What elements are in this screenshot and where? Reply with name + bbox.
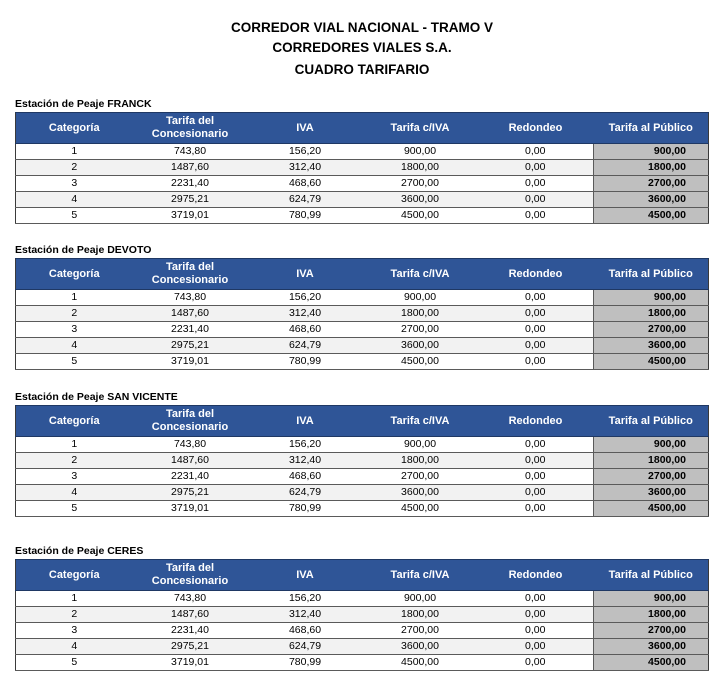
- title-line-1: CORREDOR VIAL NACIONAL - TRAMO V: [230, 20, 493, 35]
- col-header-tarifa-publico: Tarifa al Público: [594, 113, 709, 144]
- cell-redondeo: 0,00: [478, 485, 594, 501]
- table-row: [16, 322, 709, 338]
- cell-categoria: 5: [16, 208, 133, 224]
- table-row: [16, 338, 709, 354]
- cell-tarifa-concesionario: 3719,01: [133, 208, 248, 224]
- cell-tarifa-civa: 3600,00: [363, 485, 478, 501]
- cell-tarifa-civa: 4500,00: [363, 501, 478, 517]
- cell-categoria: 4: [16, 338, 133, 354]
- cell-redondeo: 0,00: [478, 639, 594, 655]
- cell-iva: 156,20: [248, 290, 363, 306]
- station-title: Estación de Peaje DEVOTO: [15, 244, 152, 256]
- table-row: [16, 290, 709, 306]
- table-row: [16, 453, 709, 469]
- cell-iva: 312,40: [248, 607, 363, 623]
- cell-tarifa-publico: 4500,00: [594, 655, 709, 671]
- cell-categoria: 1: [16, 591, 133, 607]
- cell-categoria: 4: [16, 192, 133, 208]
- tariff-table: [15, 559, 709, 671]
- cell-tarifa-concesionario: 2975,21: [133, 192, 248, 208]
- cell-tarifa-publico: 3600,00: [594, 192, 709, 208]
- cell-tarifa-publico: 1800,00: [594, 306, 709, 322]
- table-row: [16, 501, 709, 517]
- cell-redondeo: 0,00: [478, 290, 594, 306]
- cell-tarifa-concesionario: 2975,21: [133, 338, 248, 354]
- table-header-row: [16, 113, 709, 144]
- cell-tarifa-concesionario: 2231,40: [133, 176, 248, 192]
- cell-tarifa-publico: 4500,00: [594, 354, 709, 370]
- cell-iva: 780,99: [248, 501, 363, 517]
- cell-tarifa-publico: 900,00: [594, 591, 709, 607]
- cell-tarifa-concesionario: 2975,21: [133, 485, 248, 501]
- table-row: [16, 607, 709, 623]
- col-header-categoria: Categoría: [16, 406, 133, 437]
- cell-tarifa-concesionario: 1487,60: [133, 306, 248, 322]
- cell-iva: 312,40: [248, 306, 363, 322]
- cell-tarifa-publico: 3600,00: [594, 338, 709, 354]
- cell-categoria: 2: [16, 160, 133, 176]
- cell-tarifa-concesionario: 2231,40: [133, 469, 248, 485]
- cell-tarifa-publico: 1800,00: [594, 607, 709, 623]
- cell-iva: 468,60: [248, 322, 363, 338]
- cell-redondeo: 0,00: [478, 469, 594, 485]
- cell-tarifa-civa: 3600,00: [363, 192, 478, 208]
- cell-redondeo: 0,00: [478, 354, 594, 370]
- cell-iva: 780,99: [248, 655, 363, 671]
- table-row: [16, 160, 709, 176]
- cell-tarifa-civa: 4500,00: [363, 655, 478, 671]
- table-header-row: [16, 406, 709, 437]
- col-header-iva: IVA: [248, 113, 363, 144]
- cell-tarifa-publico: 900,00: [594, 437, 709, 453]
- cell-tarifa-concesionario: 743,80: [133, 437, 248, 453]
- cell-tarifa-publico: 900,00: [594, 144, 709, 160]
- cell-categoria: 2: [16, 306, 133, 322]
- table-row: [16, 469, 709, 485]
- col-header-tarifa-civa: Tarifa c/IVA: [363, 113, 478, 144]
- cell-tarifa-concesionario: 2231,40: [133, 623, 248, 639]
- cell-tarifa-concesionario: 2975,21: [133, 639, 248, 655]
- station-title: Estación de Peaje FRANCK: [15, 98, 152, 110]
- col-header-categoria: Categoría: [16, 560, 133, 591]
- cell-categoria: 3: [16, 322, 133, 338]
- cell-tarifa-civa: 2700,00: [363, 623, 478, 639]
- cell-redondeo: 0,00: [478, 160, 594, 176]
- table-row: [16, 208, 709, 224]
- cell-tarifa-publico: 2700,00: [594, 623, 709, 639]
- title-line-2: CORREDORES VIALES S.A.: [272, 40, 452, 55]
- cell-categoria: 5: [16, 501, 133, 517]
- cell-iva: 156,20: [248, 591, 363, 607]
- cell-categoria: 3: [16, 623, 133, 639]
- cell-tarifa-civa: 1800,00: [363, 607, 478, 623]
- cell-tarifa-publico: 2700,00: [594, 322, 709, 338]
- cell-iva: 624,79: [248, 192, 363, 208]
- col-header-tarifa-publico: Tarifa al Público: [594, 259, 709, 290]
- station-title: Estación de Peaje SAN VICENTE: [15, 391, 178, 403]
- cell-categoria: 2: [16, 453, 133, 469]
- cell-categoria: 1: [16, 437, 133, 453]
- cell-categoria: 2: [16, 607, 133, 623]
- table-row: [16, 639, 709, 655]
- station-san-vicente: [15, 390, 708, 517]
- table-row: [16, 437, 709, 453]
- station-franck: [15, 97, 708, 224]
- cell-tarifa-civa: 1800,00: [363, 306, 478, 322]
- col-header-redondeo: Redondeo: [478, 560, 594, 591]
- table-header-row: [16, 560, 709, 591]
- cell-iva: 624,79: [248, 338, 363, 354]
- cell-tarifa-civa: 3600,00: [363, 639, 478, 655]
- cell-tarifa-concesionario: 3719,01: [133, 655, 248, 671]
- cell-tarifa-publico: 4500,00: [594, 208, 709, 224]
- col-header-iva: IVA: [248, 560, 363, 591]
- table-row: [16, 354, 709, 370]
- cell-tarifa-civa: 900,00: [363, 437, 478, 453]
- cell-tarifa-concesionario: 1487,60: [133, 607, 248, 623]
- cell-categoria: 3: [16, 469, 133, 485]
- cell-tarifa-publico: 2700,00: [594, 469, 709, 485]
- cell-categoria: 4: [16, 485, 133, 501]
- tariff-table: [15, 405, 709, 517]
- cell-tarifa-civa: 2700,00: [363, 322, 478, 338]
- cell-tarifa-civa: 900,00: [363, 591, 478, 607]
- cell-categoria: 4: [16, 639, 133, 655]
- cell-categoria: 5: [16, 655, 133, 671]
- cell-iva: 312,40: [248, 453, 363, 469]
- cell-tarifa-publico: 900,00: [594, 290, 709, 306]
- col-header-tarifa-civa: Tarifa c/IVA: [363, 406, 478, 437]
- cell-redondeo: 0,00: [478, 437, 594, 453]
- cell-iva: 156,20: [248, 437, 363, 453]
- cell-tarifa-concesionario: 3719,01: [133, 354, 248, 370]
- table-row: [16, 591, 709, 607]
- station-ceres: [15, 544, 708, 671]
- cell-tarifa-publico: 3600,00: [594, 639, 709, 655]
- table-row: [16, 306, 709, 322]
- cell-categoria: 1: [16, 144, 133, 160]
- table-row: [16, 176, 709, 192]
- col-header-categoria: Categoría: [16, 113, 133, 144]
- cell-tarifa-civa: 1800,00: [363, 160, 478, 176]
- col-header-tarifa-civa: Tarifa c/IVA: [363, 259, 478, 290]
- col-header-redondeo: Redondeo: [478, 113, 594, 144]
- cell-redondeo: 0,00: [478, 338, 594, 354]
- cell-iva: 156,20: [248, 144, 363, 160]
- table-row: [16, 192, 709, 208]
- cell-tarifa-concesionario: 743,80: [133, 144, 248, 160]
- cell-redondeo: 0,00: [478, 607, 594, 623]
- cell-redondeo: 0,00: [478, 192, 594, 208]
- cell-redondeo: 0,00: [478, 176, 594, 192]
- cell-tarifa-civa: 900,00: [363, 290, 478, 306]
- cell-tarifa-concesionario: 1487,60: [133, 160, 248, 176]
- cell-tarifa-civa: 3600,00: [363, 338, 478, 354]
- cell-tarifa-publico: 2700,00: [594, 176, 709, 192]
- table-row: [16, 655, 709, 671]
- col-header-redondeo: Redondeo: [478, 406, 594, 437]
- cell-redondeo: 0,00: [478, 306, 594, 322]
- station-title: Estación de Peaje CERES: [15, 545, 144, 557]
- tariff-table: [15, 258, 709, 370]
- cell-tarifa-publico: 4500,00: [594, 501, 709, 517]
- cell-iva: 780,99: [248, 208, 363, 224]
- cell-tarifa-concesionario: 743,80: [133, 290, 248, 306]
- cell-tarifa-civa: 2700,00: [363, 469, 478, 485]
- cell-iva: 312,40: [248, 160, 363, 176]
- cell-tarifa-publico: 3600,00: [594, 485, 709, 501]
- cell-tarifa-concesionario: 1487,60: [133, 453, 248, 469]
- title-line-3: CUADRO TARIFARIO: [294, 62, 430, 77]
- cell-redondeo: 0,00: [478, 322, 594, 338]
- col-header-tarifa-publico: Tarifa al Público: [594, 560, 709, 591]
- cell-tarifa-concesionario: 2231,40: [133, 322, 248, 338]
- col-header-redondeo: Redondeo: [478, 259, 594, 290]
- cell-tarifa-concesionario: 3719,01: [133, 501, 248, 517]
- cell-categoria: 1: [16, 290, 133, 306]
- tariff-table: [15, 112, 709, 224]
- col-header-categoria: Categoría: [16, 259, 133, 290]
- cell-redondeo: 0,00: [478, 144, 594, 160]
- col-header-tarifa-concesionario: Tarifa del Concesionario: [133, 259, 248, 290]
- cell-redondeo: 0,00: [478, 453, 594, 469]
- cell-iva: 468,60: [248, 469, 363, 485]
- cell-tarifa-concesionario: 743,80: [133, 591, 248, 607]
- cell-categoria: 3: [16, 176, 133, 192]
- col-header-tarifa-concesionario: Tarifa del Concesionario: [133, 113, 248, 144]
- cell-iva: 624,79: [248, 639, 363, 655]
- cell-tarifa-civa: 1800,00: [363, 453, 478, 469]
- cell-tarifa-civa: 4500,00: [363, 354, 478, 370]
- cell-iva: 468,60: [248, 623, 363, 639]
- cell-tarifa-civa: 4500,00: [363, 208, 478, 224]
- cell-tarifa-publico: 1800,00: [594, 453, 709, 469]
- col-header-tarifa-civa: Tarifa c/IVA: [363, 560, 478, 591]
- cell-tarifa-civa: 900,00: [363, 144, 478, 160]
- cell-tarifa-civa: 2700,00: [363, 176, 478, 192]
- col-header-iva: IVA: [248, 259, 363, 290]
- col-header-tarifa-publico: Tarifa al Público: [594, 406, 709, 437]
- table-header-row: [16, 259, 709, 290]
- col-header-tarifa-concesionario: Tarifa del Concesionario: [133, 406, 248, 437]
- table-row: [16, 144, 709, 160]
- cell-iva: 468,60: [248, 176, 363, 192]
- cell-redondeo: 0,00: [478, 623, 594, 639]
- table-row: [16, 485, 709, 501]
- col-header-tarifa-concesionario: Tarifa del Concesionario: [133, 560, 248, 591]
- cell-iva: 780,99: [248, 354, 363, 370]
- cell-redondeo: 0,00: [478, 591, 594, 607]
- table-row: [16, 623, 709, 639]
- cell-categoria: 5: [16, 354, 133, 370]
- col-header-iva: IVA: [248, 406, 363, 437]
- cell-redondeo: 0,00: [478, 208, 594, 224]
- cell-tarifa-publico: 1800,00: [594, 160, 709, 176]
- station-devoto: [15, 243, 708, 370]
- cell-redondeo: 0,00: [478, 655, 594, 671]
- cell-redondeo: 0,00: [478, 501, 594, 517]
- cell-iva: 624,79: [248, 485, 363, 501]
